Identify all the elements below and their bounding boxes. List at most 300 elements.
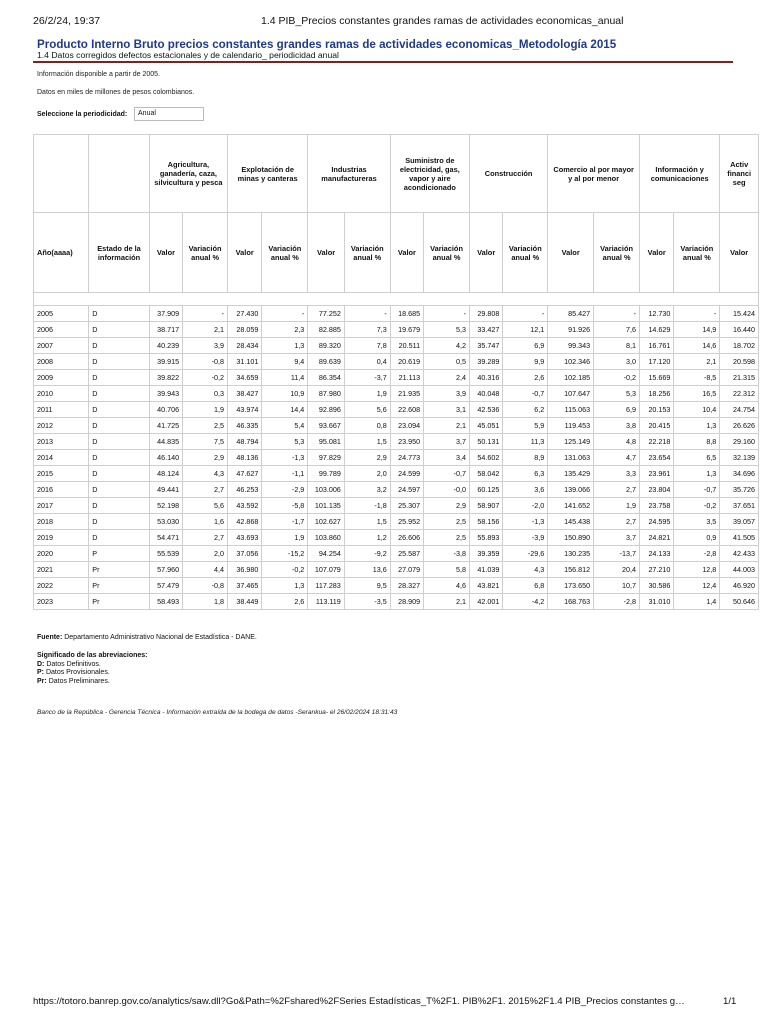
year-cell: 2010 [34,386,89,402]
table-row [34,482,759,498]
table-row [34,306,759,322]
value-cell: 37.056 [228,546,262,562]
value-cell: 58.907 [469,498,502,514]
value-cell: 139.066 [548,482,594,498]
value-cell: 40.239 [149,338,182,354]
value-cell: 55.539 [149,546,182,562]
group-header: Agricultura, ganadería, caza, silvicultura y pesca [149,135,227,213]
value-cell: 22.608 [390,402,423,418]
value-cell: 41.505 [720,530,759,546]
variation-cell: 14,4 [262,402,308,418]
variation-cell: -2,8 [674,546,720,562]
gdp-table [33,134,759,610]
variation-cell: 9,5 [344,578,390,594]
status-cell: D [89,434,149,450]
value-cell: 14.629 [640,322,674,338]
value-cell: 145.438 [548,514,594,530]
value-cell: 125.149 [548,434,594,450]
variation-cell: 8,9 [503,450,548,466]
value-cell: 37.909 [149,306,182,322]
variation-cell: 6,9 [594,402,640,418]
value-cell: 48.794 [228,434,262,450]
value-cell: 41.725 [149,418,182,434]
value-cell: 39.289 [469,354,502,370]
report-subtitle: 1.4 Datos corregidos defectos estacionales y de calendario_ periodicidad anual [37,50,339,60]
value-cell: 42.536 [469,402,502,418]
value-cell: 95.081 [308,434,345,450]
year-cell: 2022 [34,578,89,594]
value-cell: 119.453 [548,418,594,434]
header-blank [89,135,149,213]
variation-cell: 5,3 [594,386,640,402]
variation-cell: 3,1 [424,402,470,418]
availability-note: Información disponible a partir de 2005. [37,71,160,78]
value-cell: 87.980 [308,386,345,402]
abbreviation-key: P: [37,669,44,676]
group-header: Activ financi seg [720,135,759,213]
status-cell: D [89,402,149,418]
variation-cell: 3,0 [594,354,640,370]
value-cell: 22.218 [640,434,674,450]
value-cell: 31.010 [640,594,674,610]
spacer-cell [34,293,759,306]
value-cell: 20.598 [720,354,759,370]
print-title: 1.4 PIB_Precios constantes grandes ramas de actividades economicas_anual [261,15,624,27]
source-text: Departamento Administrativo Nacional de Estadística - DANE. [64,634,257,641]
variation-cell: 1,9 [344,386,390,402]
value-cell: 50.131 [469,434,502,450]
value-cell: 97.829 [308,450,345,466]
variation-cell: -0,7 [674,482,720,498]
variation-cell: -1,7 [262,514,308,530]
column-header-year: Año(aaaa) [34,213,89,293]
variation-cell: 7,8 [344,338,390,354]
variation-cell: 5,3 [262,434,308,450]
status-cell: D [89,306,149,322]
variation-cell: 11,3 [503,434,548,450]
group-header-row [34,135,759,213]
value-cell: 77.252 [308,306,345,322]
value-cell: 93.667 [308,418,345,434]
value-cell: 20.415 [640,418,674,434]
column-header-variation: Variación anual % [262,213,308,293]
value-cell: 44.003 [720,562,759,578]
value-cell: 33.427 [469,322,502,338]
variation-cell: - [183,306,228,322]
period-label: Seleccione la periodicidad: [37,111,128,118]
column-header-value: Valor [149,213,182,293]
variation-cell: 5,3 [424,322,470,338]
variation-cell: 1,5 [344,434,390,450]
status-cell: Pr [89,578,149,594]
value-cell: 34.659 [228,370,262,386]
variation-cell: -0,8 [183,354,228,370]
value-cell: 150.890 [548,530,594,546]
value-cell: 24.773 [390,450,423,466]
units-note: Datos en miles de millones de pesos colombianos. [37,89,195,96]
value-cell: 99.789 [308,466,345,482]
value-cell: 28.059 [228,322,262,338]
value-cell: 31.101 [228,354,262,370]
value-cell: 46.253 [228,482,262,498]
value-cell: 20.153 [640,402,674,418]
variation-cell: 3,7 [424,434,470,450]
variation-cell: 12,1 [503,322,548,338]
value-cell: 43.592 [228,498,262,514]
variation-cell: 6,8 [503,578,548,594]
value-cell: 103.006 [308,482,345,498]
value-cell: 36.980 [228,562,262,578]
value-cell: 53.030 [149,514,182,530]
column-header-variation: Variación anual % [503,213,548,293]
variation-cell: 2,7 [594,514,640,530]
value-cell: 39.915 [149,354,182,370]
value-cell: 54.471 [149,530,182,546]
header-blank [34,135,89,213]
variation-cell: 3,5 [674,514,720,530]
variation-cell: 4,8 [594,434,640,450]
value-cell: 43.821 [469,578,502,594]
value-cell: 60.125 [469,482,502,498]
column-header-variation: Variación anual % [183,213,228,293]
column-header-value: Valor [228,213,262,293]
variation-cell: 2,6 [262,594,308,610]
value-cell: 15.669 [640,370,674,386]
status-cell: D [89,450,149,466]
value-cell: 131.063 [548,450,594,466]
variation-cell: 12,4 [674,578,720,594]
year-cell: 2023 [34,594,89,610]
variation-cell: 2,5 [183,418,228,434]
group-header: Construcción [469,135,547,213]
year-cell: 2019 [34,530,89,546]
value-cell: 19.679 [390,322,423,338]
variation-cell: -9,2 [344,546,390,562]
status-cell: D [89,482,149,498]
value-cell: 20.619 [390,354,423,370]
variation-cell: -2,0 [503,498,548,514]
year-cell: 2021 [34,562,89,578]
variation-cell: 4,2 [424,338,470,354]
value-cell: 58.493 [149,594,182,610]
variation-cell: -5,8 [262,498,308,514]
variation-cell: 2,9 [183,450,228,466]
year-cell: 2017 [34,498,89,514]
value-cell: 18.256 [640,386,674,402]
spacer-row [34,293,759,306]
value-cell: 15.424 [720,306,759,322]
variation-cell: 4,4 [183,562,228,578]
variation-cell: 2,6 [503,370,548,386]
value-cell: 48.124 [149,466,182,482]
value-cell: 50.646 [720,594,759,610]
status-cell: D [89,530,149,546]
abbreviation-item [37,678,147,687]
status-cell: D [89,514,149,530]
group-header: Industrias manufactureras [308,135,390,213]
value-cell: 46.920 [720,578,759,594]
variation-cell: 5,9 [503,418,548,434]
variation-cell: 4,3 [503,562,548,578]
table-row [34,594,759,610]
variation-cell: 3,7 [594,530,640,546]
variation-cell: 14,9 [674,322,720,338]
value-cell: 94.254 [308,546,345,562]
value-cell: 39.822 [149,370,182,386]
column-header-variation: Variación anual % [594,213,640,293]
variation-cell: 8,8 [674,434,720,450]
value-cell: 38.717 [149,322,182,338]
value-cell: 115.063 [548,402,594,418]
status-cell: D [89,338,149,354]
variation-cell: 2,7 [183,482,228,498]
variation-cell: -29,6 [503,546,548,562]
page-url: https://totoro.banrep.gov.co/analytics/saw.dll?Go&Path=%2Fshared%2FSeries Estadísticas_T%2F1. PIB%2F1. 2015%2F1.4 PIB_Precios constantes g… [33,996,685,1007]
year-cell: 2007 [34,338,89,354]
value-cell: 57.960 [149,562,182,578]
abbreviation-key: Pr: [37,677,47,685]
value-cell: 42.868 [228,514,262,530]
table-row [34,530,759,546]
column-header-status: Estado de la información [89,213,149,293]
year-cell: 2014 [34,450,89,466]
variation-cell: 5,6 [183,498,228,514]
column-header-value: Valor [308,213,345,293]
value-cell: 20.511 [390,338,423,354]
variation-cell: 1,9 [183,402,228,418]
year-cell: 2013 [34,434,89,450]
value-cell: 23.804 [640,482,674,498]
source-label: Fuente: [37,634,63,641]
value-cell: 37.465 [228,578,262,594]
column-header-row [34,213,759,293]
report-title: Producto Interno Bruto precios constantes grandes ramas de actividades economicas_Metodología 2015 [37,38,617,51]
variation-cell: 7,5 [183,434,228,450]
variation-cell: 10,4 [674,402,720,418]
year-cell: 2009 [34,370,89,386]
abbreviation-value: Datos Provisionales. [45,669,110,676]
period-select[interactable] [134,107,204,121]
status-cell: D [89,354,149,370]
variation-cell: 1,9 [262,530,308,546]
variation-cell: 5,8 [424,562,470,578]
year-cell: 2012 [34,418,89,434]
column-header-variation: Variación anual % [344,213,390,293]
value-cell: 82.885 [308,322,345,338]
value-cell: 42.001 [469,594,502,610]
year-cell: 2005 [34,306,89,322]
variation-cell: - [262,306,308,322]
group-header: Información y comunicaciones [640,135,720,213]
value-cell: 24.597 [390,482,423,498]
variation-cell: 3,9 [183,338,228,354]
table-row [34,338,759,354]
variation-cell: -2,9 [262,482,308,498]
value-cell: 130.235 [548,546,594,562]
variation-cell: 6,9 [503,338,548,354]
abbreviations-title: Significado de las abreviaciones: [37,652,148,659]
gdp-table-container[interactable] [33,134,755,626]
value-cell: 23.758 [640,498,674,514]
value-cell: 38.427 [228,386,262,402]
variation-cell: 1,9 [594,498,640,514]
variation-cell: 0,3 [183,386,228,402]
variation-cell: 7,6 [594,322,640,338]
variation-cell: 2,9 [424,498,470,514]
variation-cell: 2,1 [424,418,470,434]
variation-cell: -0,8 [183,578,228,594]
value-cell: 28.909 [390,594,423,610]
table-row [34,386,759,402]
group-header: Comercio al por mayor y al por menor [548,135,640,213]
value-cell: 92.896 [308,402,345,418]
value-cell: 40.048 [469,386,502,402]
value-cell: 25.952 [390,514,423,530]
value-cell: 23.654 [640,450,674,466]
variation-cell: - [424,306,470,322]
value-cell: 21.113 [390,370,423,386]
variation-cell: 11,4 [262,370,308,386]
value-cell: 21.315 [720,370,759,386]
value-cell: 40.316 [469,370,502,386]
variation-cell: 2,1 [424,594,470,610]
variation-cell: 1,5 [344,514,390,530]
column-header-value: Valor [390,213,423,293]
variation-cell: -0,7 [503,386,548,402]
table-row [34,418,759,434]
variation-cell: -0,0 [424,482,470,498]
column-header-value: Valor [469,213,502,293]
value-cell: 24.595 [640,514,674,530]
variation-cell: 4,3 [183,466,228,482]
variation-cell: -1,8 [344,498,390,514]
abbreviation-item [37,669,147,678]
table-row [34,546,759,562]
variation-cell: 3,8 [594,418,640,434]
value-cell: 52.198 [149,498,182,514]
variation-cell: - [503,306,548,322]
value-cell: 55.893 [469,530,502,546]
group-header: Suministro de electricidad, gas, vapor y aire acondicionado [390,135,469,213]
value-cell: 16.440 [720,322,759,338]
value-cell: 30.586 [640,578,674,594]
value-cell: 41.039 [469,562,502,578]
value-cell: 54.602 [469,450,502,466]
column-header-variation: Variación anual % [424,213,470,293]
value-cell: 58.156 [469,514,502,530]
value-cell: 135.429 [548,466,594,482]
value-cell: 168.763 [548,594,594,610]
value-cell: 17.120 [640,354,674,370]
table-row [34,514,759,530]
variation-cell: 2,5 [424,514,470,530]
variation-cell: 8,1 [594,338,640,354]
value-cell: 85.427 [548,306,594,322]
value-cell: 18.702 [720,338,759,354]
variation-cell: 1,3 [674,418,720,434]
status-cell: Pr [89,562,149,578]
variation-cell: -1,3 [262,450,308,466]
value-cell: 25.587 [390,546,423,562]
variation-cell: 6,2 [503,402,548,418]
abbreviations [37,652,147,686]
variation-cell: -3,5 [344,594,390,610]
variation-cell: -2,8 [594,594,640,610]
variation-cell: 12,8 [674,562,720,578]
variation-cell: -3,7 [344,370,390,386]
value-cell: 24.754 [720,402,759,418]
variation-cell: 1,3 [674,466,720,482]
value-cell: 107.079 [308,562,345,578]
value-cell: 42.433 [720,546,759,562]
value-cell: 18.685 [390,306,423,322]
year-cell: 2018 [34,514,89,530]
variation-cell: -3,9 [503,530,548,546]
variation-cell: 6,5 [674,450,720,466]
variation-cell: -0,2 [262,562,308,578]
value-cell: 12.730 [640,306,674,322]
value-cell: 113.119 [308,594,345,610]
value-cell: 27.079 [390,562,423,578]
abbreviation-key: D: [37,660,45,668]
year-cell: 2015 [34,466,89,482]
value-cell: 99.343 [548,338,594,354]
variation-cell: 2,0 [344,466,390,482]
variation-cell: 4,6 [424,578,470,594]
variation-cell: 3,9 [424,386,470,402]
period-select-value: Anual [138,110,156,117]
variation-cell: 2,9 [344,450,390,466]
variation-cell: 2,5 [424,530,470,546]
value-cell: 25.307 [390,498,423,514]
value-cell: 35.726 [720,482,759,498]
table-row [34,450,759,466]
table-row [34,434,759,450]
variation-cell: 0,9 [674,530,720,546]
title-divider [33,61,733,63]
table-row [34,562,759,578]
variation-cell: -3,8 [424,546,470,562]
value-cell: 29.160 [720,434,759,450]
variation-cell: 0,4 [344,354,390,370]
year-cell: 2008 [34,354,89,370]
variation-cell: 3,3 [594,466,640,482]
status-cell: D [89,466,149,482]
value-cell: 39.943 [149,386,182,402]
value-cell: 117.283 [308,578,345,594]
variation-cell: 3,2 [344,482,390,498]
value-cell: 32.139 [720,450,759,466]
year-cell: 2011 [34,402,89,418]
variation-cell: -15,2 [262,546,308,562]
value-cell: 21.935 [390,386,423,402]
abbreviation-item [37,661,147,670]
variation-cell: -0,2 [674,498,720,514]
value-cell: 34.696 [720,466,759,482]
status-cell: D [89,370,149,386]
variation-cell: 9,9 [503,354,548,370]
value-cell: 39.057 [720,514,759,530]
value-cell: 28.327 [390,578,423,594]
variation-cell: 16,5 [674,386,720,402]
status-cell: D [89,418,149,434]
table-row [34,322,759,338]
variation-cell: 10,7 [594,578,640,594]
source-note [37,634,257,641]
value-cell: 26.606 [390,530,423,546]
status-cell: Pr [89,594,149,610]
variation-cell: 2,1 [183,322,228,338]
